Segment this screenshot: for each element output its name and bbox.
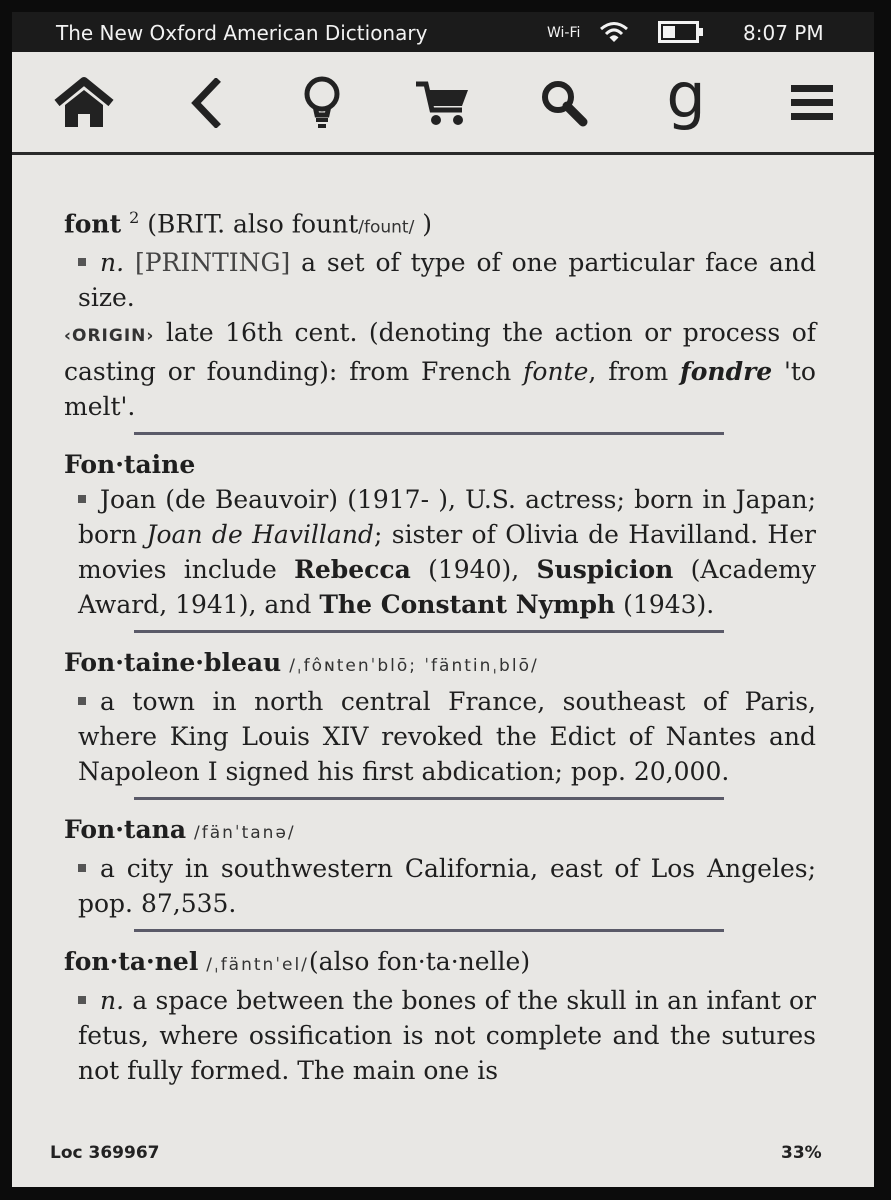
- origin-text: 'to melt'.: [64, 357, 816, 422]
- clock: 8:07 PM: [743, 21, 824, 45]
- entry-fontana: [64, 812, 816, 921]
- sense: [64, 851, 816, 921]
- book-title: The New Oxford American Dictionary: [56, 21, 428, 45]
- definition: ; sister of Olivia de Havilland. Her movies include: [78, 520, 816, 585]
- part-of-speech: n.: [100, 248, 125, 278]
- ideas-button[interactable]: [286, 72, 358, 134]
- menu-button[interactable]: [776, 72, 848, 134]
- definition: a space between the bones of the skull in an infant or fetus, where ossification is not complete and the sutures not fully formed. The main one is: [78, 986, 816, 1086]
- sense: [64, 684, 816, 789]
- headword: font: [64, 209, 122, 239]
- origin: ‹ORIGIN› late 16th cent. (denoting the action or process of casting or founding): from French fonte, from fondre 'to melt'.: [64, 318, 816, 422]
- definition: a set of type of one particular face and size.: [78, 248, 816, 313]
- entry-separator: [134, 929, 724, 932]
- origin-word: fondre: [680, 357, 773, 387]
- pronunciation: /fänˈtanə/: [194, 823, 296, 844]
- bullet-icon: [78, 258, 86, 266]
- film-title: Rebecca: [294, 555, 411, 585]
- variant-label: (BRIT. also fount: [147, 209, 359, 239]
- variant-label: (also fon·ta·nelle): [308, 947, 531, 977]
- dictionary-content: [64, 200, 816, 1088]
- definition: Joan (de Beauvoir) (1917- ), U.S. actress; born in Japan; born: [78, 485, 816, 550]
- entry-font: [64, 200, 816, 424]
- search-button[interactable]: [528, 72, 600, 134]
- status-bar: [12, 12, 874, 52]
- wifi-icon: [599, 20, 629, 48]
- bullet-icon: [78, 996, 86, 1004]
- film-year: (1940),: [428, 555, 520, 585]
- home-button[interactable]: [48, 72, 120, 134]
- entry-separator: [134, 797, 724, 800]
- part-of-speech: n.: [100, 986, 125, 1016]
- pronunciation: /ˌfäntnˈel/: [206, 955, 309, 976]
- film-title: Suspicion: [536, 555, 674, 585]
- definition: a town in north central France, southeast of Paris, where King Louis XIV revoked the Edict of Nantes and Napoleon I signed his first abdication; pop. 20,000.: [78, 687, 816, 787]
- location-indicator: Loc 369967: [50, 1143, 160, 1163]
- origin-word: fonte: [523, 357, 589, 387]
- headword: Fon·taine·bleau: [64, 648, 282, 678]
- toolbar: [12, 52, 874, 155]
- homograph-number: 2: [129, 208, 140, 227]
- pronunciation: /fount/: [358, 217, 415, 238]
- birth-name: Joan de Havilland: [146, 520, 374, 550]
- battery-icon: [658, 21, 704, 47]
- store-button[interactable]: [406, 72, 478, 134]
- wifi-label: Wi-Fi: [547, 25, 581, 41]
- sense: [64, 245, 816, 315]
- film-title: The Constant Nymph: [319, 590, 616, 620]
- variant-close: ): [422, 209, 433, 239]
- origin-text: late 16th cent. (denoting the action or process of casting or founding): from French: [64, 318, 816, 387]
- bullet-icon: [78, 864, 86, 872]
- bullet-icon: [78, 697, 86, 705]
- definition: a city in southwestern California, east of Los Angeles; pop. 87,535.: [78, 854, 816, 919]
- pronunciation: /ˌfôɴtenˈblō; ˈfäntinˌblō/: [289, 656, 539, 677]
- definition: (Academy Award, 1941), and: [78, 555, 816, 620]
- entry-fontanel: [64, 944, 816, 1088]
- goodreads-button[interactable]: [650, 59, 722, 134]
- lightbulb-icon: [302, 75, 342, 131]
- entry-fontaine: [64, 447, 816, 622]
- entry-separator: [134, 630, 724, 633]
- bullet-icon: [78, 495, 86, 503]
- kindle-screen: [12, 12, 874, 1187]
- headword: Fon·tana: [64, 815, 187, 845]
- search-icon: [539, 78, 589, 128]
- home-icon: [53, 77, 115, 129]
- back-button[interactable]: [170, 72, 242, 134]
- goodreads-icon: g: [666, 59, 706, 132]
- origin-text: from: [608, 357, 669, 387]
- sense: [64, 482, 816, 622]
- back-icon: [186, 78, 226, 128]
- headword: fon·ta·nel: [64, 947, 199, 977]
- sense: [64, 983, 816, 1088]
- entry-separator: [134, 432, 724, 435]
- menu-icon: [791, 83, 833, 123]
- progress-percent: 33%: [781, 1143, 822, 1163]
- subject-label: [PRINTING]: [134, 248, 291, 278]
- film-year: (1943).: [623, 590, 715, 620]
- origin-tag: ‹ORIGIN›: [64, 326, 155, 347]
- headword: Fon·taine: [64, 450, 196, 480]
- entry-fontainebleau: [64, 645, 816, 789]
- cart-icon: [414, 78, 470, 128]
